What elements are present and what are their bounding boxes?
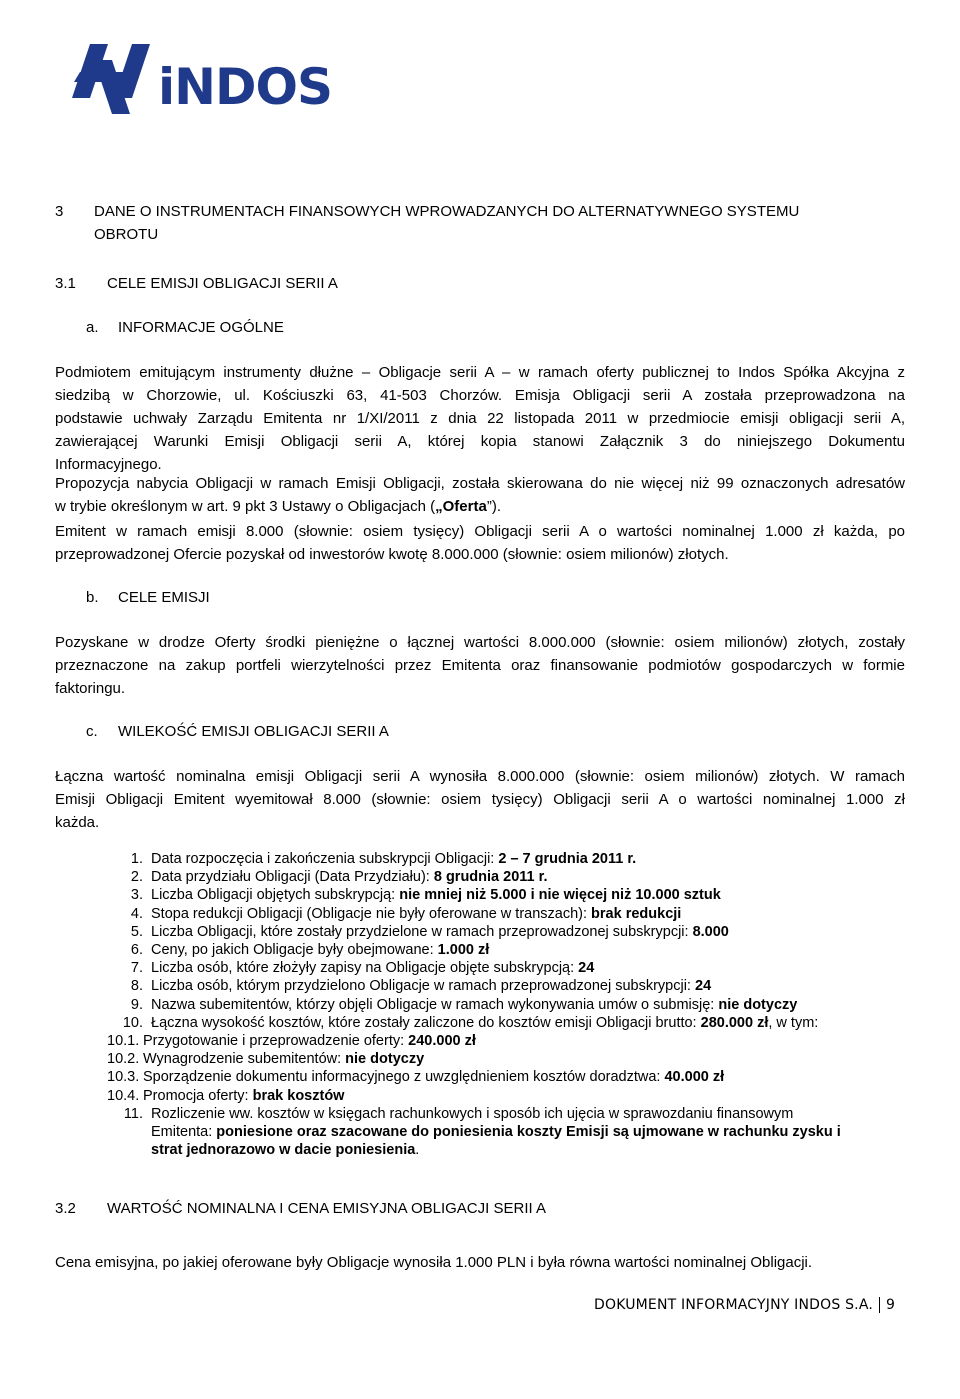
list-item bbox=[100, 1068, 910, 1086]
list-item bbox=[100, 850, 910, 868]
paragraph-purpose-line2: przeznaczone na zakup portfeli wierzytelności przez Emitenta oraz finansowanie podmiotów gospodarczych w formie bbox=[55, 657, 905, 674]
paragraph-purpose bbox=[55, 631, 905, 700]
paragraph-size bbox=[55, 765, 905, 834]
paragraph-offer bbox=[55, 472, 905, 518]
list-item-number: 5. bbox=[130, 923, 143, 940]
list-item-value: 8 grudnia 2011 r. bbox=[433, 869, 548, 886]
paragraph-issuer-line2: siedzibą w Chorzowie, ul. Kościuszki 63, 41-503 Chorzów. Emisja Obligacji serii A została przeprowadzona na bbox=[55, 387, 905, 404]
list-item bbox=[100, 977, 910, 995]
list-item-number: 4. bbox=[130, 905, 143, 922]
logo-wordmark: iNDOS bbox=[158, 58, 333, 116]
list-item-text bbox=[143, 1068, 910, 1086]
list-item-text bbox=[143, 1087, 910, 1105]
section-3-1-number: 3.1 bbox=[55, 275, 76, 292]
list-item-number: 7. bbox=[130, 960, 143, 977]
list-item-number: 10. bbox=[122, 1014, 143, 1031]
logo-mark-icon bbox=[70, 38, 340, 118]
list-item-label: Data rozpoczęcia i zakończenia subskrypcji Obligacji: bbox=[151, 851, 499, 867]
paragraph-offer-line1: Propozycja nabycia Obligacji w ramach Emisji Obligacji, została skierowana do nie więcej niż 99 oznaczonych adresatów bbox=[55, 475, 905, 492]
list-item-value: 40.000 zł bbox=[664, 1069, 725, 1086]
list-item bbox=[100, 1050, 910, 1068]
footer-page-number: 9 bbox=[886, 1297, 896, 1313]
list-item-number: 11. bbox=[123, 1105, 143, 1122]
list-item-number: 10.2. bbox=[107, 1051, 140, 1068]
paragraph-purpose-line1: Pozyskane w drodze Oferty środki pieniężne o łącznej wartości 8.000.000 (słownie: osiem milionów) złotych, zostały bbox=[55, 634, 905, 651]
footer-document-title: DOKUMENT INFORMACYJNY INDOS S.A. bbox=[594, 1297, 874, 1313]
list-item-text bbox=[143, 1032, 910, 1050]
paragraph-offer-line2-start: w trybie określonym w art. 9 pkt 3 Ustawy o Obligacjach ( bbox=[55, 498, 436, 515]
list-item-label: Przygotowanie i przeprowadzenie oferty: bbox=[143, 1033, 409, 1050]
list-item-label-cont: Emitenta: bbox=[151, 1124, 217, 1141]
list-item-text bbox=[151, 959, 910, 977]
paragraph-offer-line2 bbox=[55, 495, 905, 518]
list-item-number: 10.3. bbox=[107, 1069, 140, 1086]
subsection-a-label: a. bbox=[86, 319, 99, 336]
paragraph-proceeds bbox=[55, 520, 905, 566]
list-item-label: Wynagrodzenie subemitentów: bbox=[143, 1051, 346, 1068]
list-item-number: 9. bbox=[130, 996, 143, 1013]
list-item-value: 8.000 bbox=[692, 923, 729, 940]
paragraph-issuer bbox=[55, 361, 905, 476]
list-item bbox=[100, 1032, 910, 1050]
list-item-label: Stopa redukcji Obligacji (Obligacje nie były oferowane w transzach): bbox=[151, 905, 592, 922]
paragraph-purpose-line3: faktoringu. bbox=[55, 680, 126, 697]
paragraph-issue-price: Cena emisyjna, po jakiej oferowane były Obligacje wynosiła 1.000 PLN i była równa wartości nominalnej Obligacji. bbox=[55, 1254, 813, 1271]
list-item-text bbox=[151, 868, 910, 886]
section-3-title bbox=[94, 200, 914, 246]
list-item bbox=[100, 1014, 910, 1032]
list-item-value: brak redukcji bbox=[591, 905, 682, 922]
list-item-value: nie dotyczy bbox=[718, 996, 798, 1013]
list-item-suffix: . bbox=[415, 1142, 420, 1159]
page-footer bbox=[594, 1297, 895, 1313]
paragraph-proceeds-line1: Emitent w ramach emisji 8.000 (słownie: osiem tysięcy) Obligacji serii A o wartości nominalnej 1.000 zł każda, po bbox=[55, 523, 905, 540]
list-item-text bbox=[151, 905, 910, 923]
list-item bbox=[100, 996, 910, 1014]
list-item-label: Liczba Obligacji, które zostały przydzielone w ramach przeprowadzonej subskrypcji: bbox=[151, 923, 693, 940]
list-item-label: Ceny, po jakich Obligacje były obejmowane: bbox=[151, 942, 438, 959]
subsection-c-label: c. bbox=[86, 723, 98, 740]
offer-term: „Oferta bbox=[435, 498, 487, 515]
list-item-number: 10.1. bbox=[107, 1033, 140, 1050]
subsection-c-title: WILEKOŚĆ EMISJI OBLIGACJI SERII A bbox=[118, 723, 389, 740]
paragraph-size-line3: każda. bbox=[55, 814, 100, 831]
list-item-label: Sporządzenie dokumentu informacyjnego z uwzględnieniem kosztów doradztwa: bbox=[143, 1069, 665, 1086]
list-item-label: Promocja oferty: bbox=[143, 1087, 253, 1104]
list-item bbox=[100, 1105, 910, 1160]
list-item-value: 24 bbox=[578, 960, 595, 977]
paragraph-offer-line2-end: ”). bbox=[486, 498, 501, 515]
list-item-label: Łączna wysokość kosztów, które zostały zaliczone do kosztów emisji Obligacji brutto: bbox=[151, 1014, 701, 1031]
list-item-value: nie dotyczy bbox=[345, 1051, 425, 1068]
list-item-value: nie mniej niż 5.000 i nie więcej niż 10.000 sztuk bbox=[399, 887, 721, 904]
list-item-value: brak kosztów bbox=[252, 1087, 345, 1104]
section-3-title-line2: OBROTU bbox=[94, 226, 159, 243]
list-item-label: Liczba Obligacji objętych subskrypcją: bbox=[151, 887, 400, 904]
list-item bbox=[100, 905, 910, 923]
subsection-b-label: b. bbox=[86, 589, 99, 606]
list-item bbox=[100, 941, 910, 959]
list-item-number: 8. bbox=[130, 978, 143, 995]
list-item-text bbox=[151, 941, 910, 959]
list-item bbox=[100, 868, 910, 886]
list-item-text bbox=[143, 1050, 910, 1068]
paragraph-size-line2: Emisji Obligacji Emitent wyemitował 8.000 (słownie: osiem tysięcy) Obligacji serii A o wartości nominalnej 1.000 zł bbox=[55, 791, 905, 808]
paragraph-issuer-line4: zawierającej Warunki Emisji Obligacji serii A, której kopia stanowi Załącznik 3 do niniejszego Dokumentu bbox=[55, 433, 905, 450]
list-item-label: Data przydziału Obligacji (Data Przydziału): bbox=[151, 869, 434, 886]
subsection-b-title: CELE EMISJI bbox=[118, 589, 210, 606]
list-item-value: 24 bbox=[695, 978, 712, 995]
list-item bbox=[100, 923, 910, 941]
list-item-text bbox=[151, 977, 910, 995]
section-3-title-line1: DANE O INSTRUMENTACH FINANSOWYCH WPROWADZANYCH DO ALTERNATYWNEGO SYSTEMU bbox=[94, 203, 800, 220]
list-item-label: Rozliczenie ww. kosztów w księgach rachunkowych i sposób ich ujęcia w sprawozdaniu finansowym bbox=[151, 1105, 794, 1122]
list-item-value: 1.000 zł bbox=[437, 942, 490, 959]
list-item-text bbox=[151, 850, 910, 868]
list-item bbox=[100, 959, 910, 977]
paragraph-issuer-line1: Podmiotem emitującym instrumenty dłużne – Obligacje serii A – w ramach oferty publicznej to Indos Spółka Akcyjna z bbox=[55, 364, 905, 381]
list-item-value: 2 – 7 grudnia 2011 r. bbox=[498, 851, 637, 867]
list-item-label: Liczba osób, którym przydzielono Obligacje w ramach przeprowadzonej subskrypcji: bbox=[151, 978, 695, 995]
paragraph-issuer-line3: podstawie uchwały Zarządu Emitenta nr 1/XI/2011 z dnia 22 listopada 2011 w przedmiocie emisji obligacji serii A, bbox=[55, 410, 905, 427]
list-item-number: 6. bbox=[130, 942, 143, 959]
subsection-a-title: INFORMACJE OGÓLNE bbox=[118, 319, 284, 336]
list-item-number: 2. bbox=[130, 869, 143, 886]
section-3-number: 3 bbox=[55, 203, 64, 220]
section-3-2-number: 3.2 bbox=[55, 1200, 76, 1217]
list-item-number: 1. bbox=[130, 851, 143, 867]
list-item bbox=[100, 1087, 910, 1105]
paragraph-proceeds-line2: przeprowadzonej Ofercie pozyskał od inwestorów kwotę 8.000.000 (słownie: osiem milionów) złotych. bbox=[55, 546, 729, 563]
list-item-text bbox=[151, 996, 910, 1014]
footer-separator bbox=[879, 1297, 880, 1313]
list-item-text bbox=[151, 1105, 910, 1160]
list-item-text bbox=[151, 1014, 910, 1032]
paragraph-size-line1: Łączna wartość nominalna emisji Obligacji serii A wynosiła 8.000.000 (słownie: osiem milionów) złotych. W ramach bbox=[55, 768, 905, 785]
list-item-value: 240.000 zł bbox=[408, 1033, 476, 1050]
list-item-label: Nazwa subemitentów, którzy objęli Obligacje w ramach wykonywania umów o submisję: bbox=[151, 996, 719, 1013]
subscription-details-list bbox=[100, 850, 910, 1159]
list-item-number: 3. bbox=[130, 887, 143, 904]
list-item-value-cont2: strat jednorazowo w dacie poniesienia bbox=[151, 1142, 416, 1159]
list-item-value: 280.000 zł bbox=[700, 1014, 769, 1031]
list-item-suffix: , w tym: bbox=[768, 1014, 819, 1031]
list-item-label: Liczba osób, które złożyły zapisy na Obligacje objęte subskrypcją: bbox=[151, 960, 579, 977]
list-item-text bbox=[151, 923, 910, 941]
paragraph-issuer-line5: Informacyjnego. bbox=[55, 456, 162, 473]
section-3-2-title: WARTOŚĆ NOMINALNA I CENA EMISYJNA OBLIGACJI SERII A bbox=[107, 1200, 546, 1217]
list-item-text bbox=[151, 886, 910, 904]
section-3-1-title: CELE EMISJI OBLIGACJI SERII A bbox=[107, 275, 338, 292]
list-item bbox=[100, 886, 910, 904]
list-item-value-cont: poniesione oraz szacowane do poniesienia koszty Emisji są ujmowane w rachunku zysku i bbox=[216, 1124, 841, 1141]
indos-logo bbox=[70, 38, 340, 118]
list-item-number: 10.4. bbox=[107, 1087, 140, 1104]
